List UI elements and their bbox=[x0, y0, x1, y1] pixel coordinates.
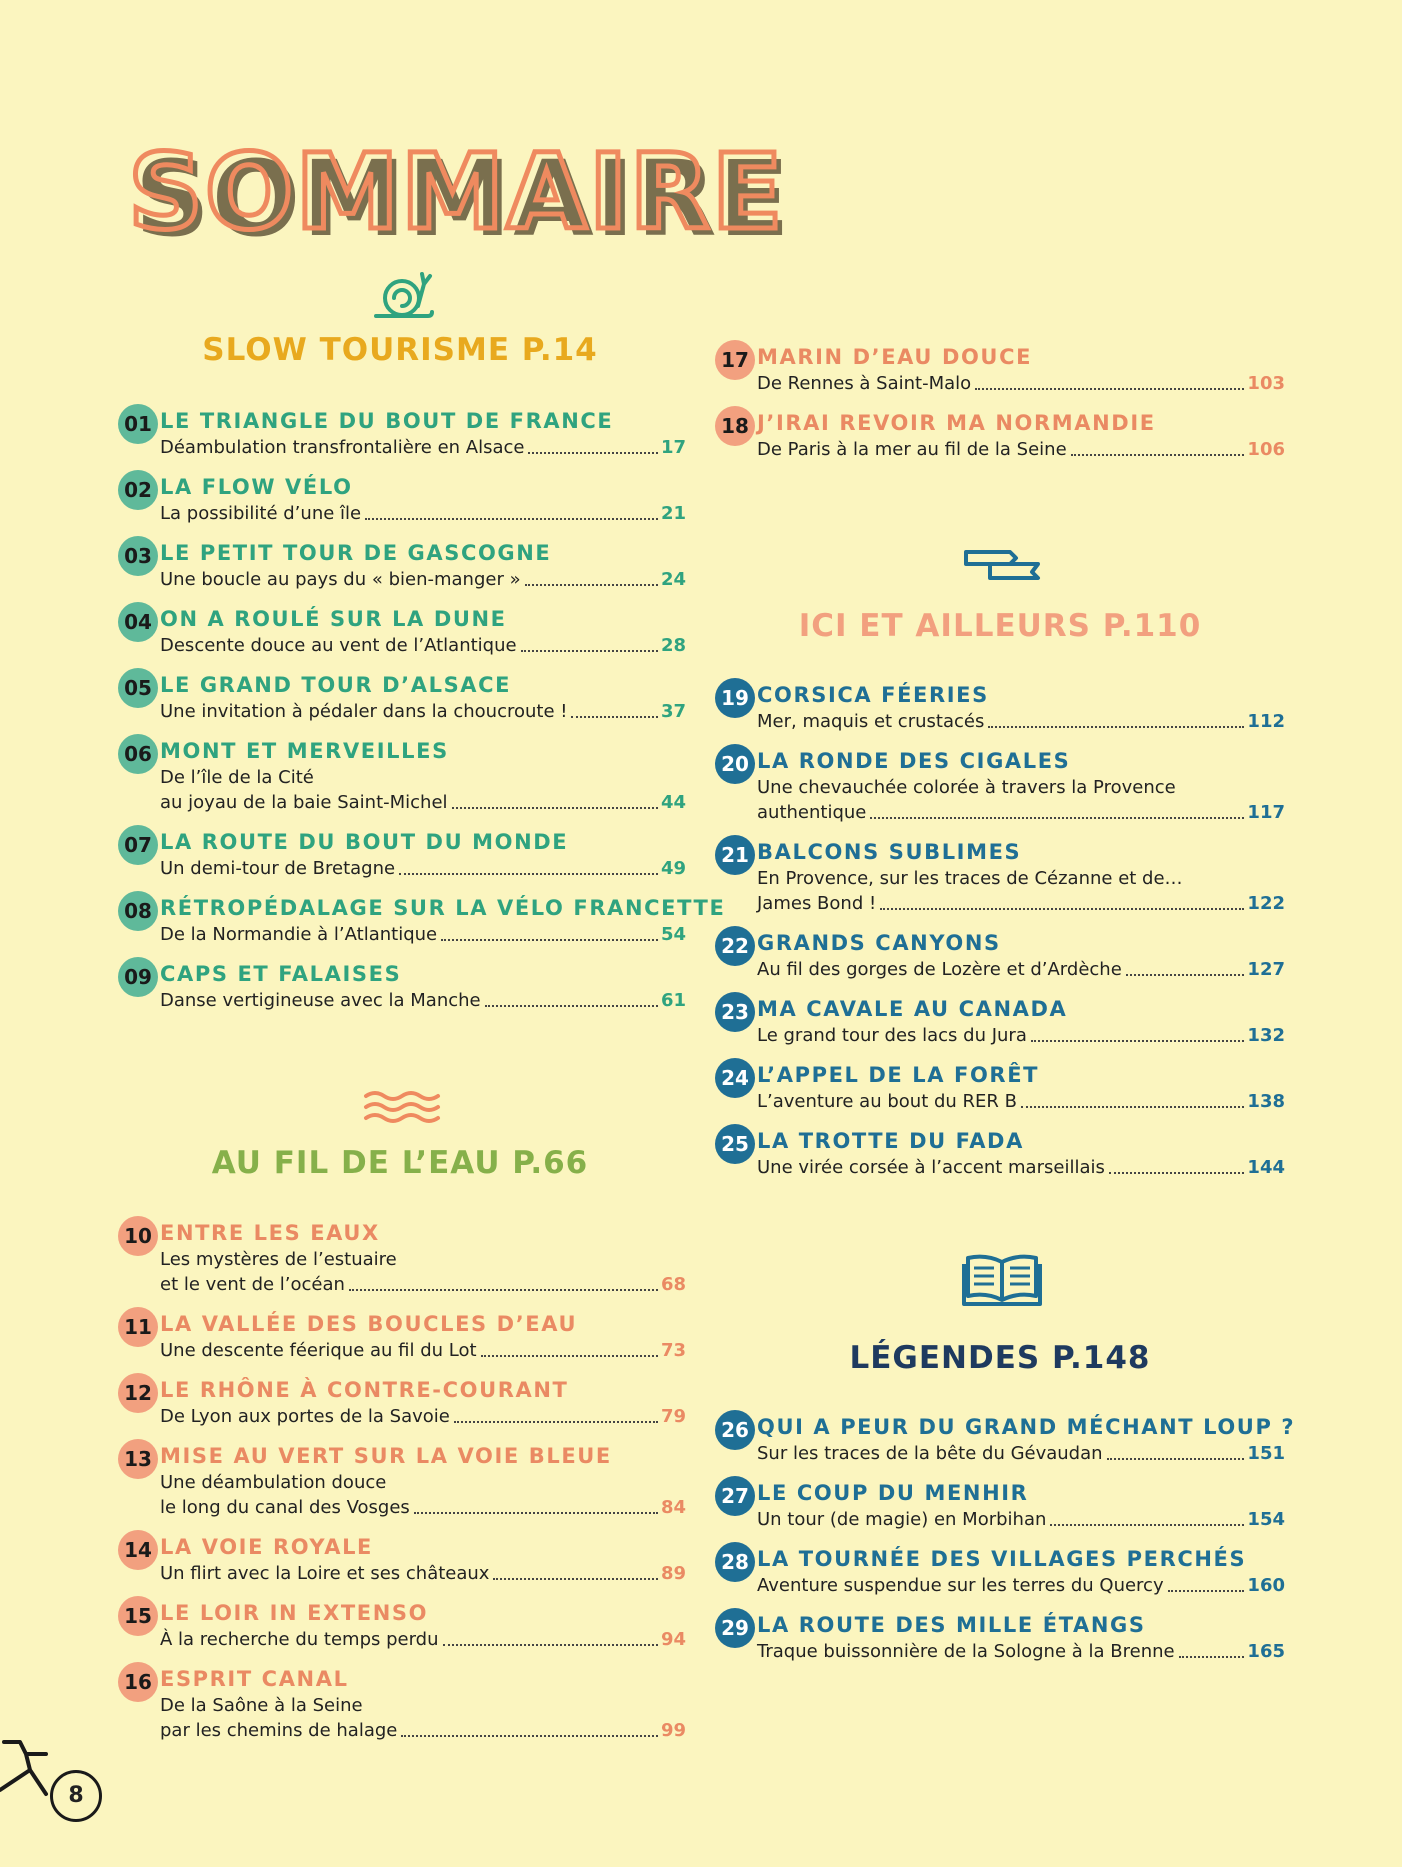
entry-subtitle: Aventure suspendue sur les terres du Quercy bbox=[757, 1575, 1164, 1596]
dot-leader bbox=[988, 726, 1244, 728]
entry-page-number: 37 bbox=[660, 701, 686, 722]
entry-page-number: 17 bbox=[660, 437, 686, 458]
entry-subtitle: Les mystères de l’estuaire bbox=[160, 1249, 397, 1270]
dot-leader bbox=[365, 518, 658, 520]
entry-page-number: 54 bbox=[660, 924, 686, 945]
entry-number-badge: 08 bbox=[118, 891, 158, 931]
open-book-icon bbox=[960, 1252, 1044, 1308]
entry-subtitle: La possibilité d’une île bbox=[160, 503, 362, 524]
entry-subtitle: authentique bbox=[757, 802, 867, 823]
entry-title: LA RONDE DES CIGALES bbox=[757, 749, 1071, 773]
dot-leader bbox=[1021, 1106, 1244, 1108]
entry-title: MONT ET MERVEILLES bbox=[160, 739, 449, 763]
entry-number-badge: 02 bbox=[118, 470, 158, 510]
entry-title: LA TROTTE DU FADA bbox=[757, 1129, 1024, 1153]
entry-page-number: 112 bbox=[1247, 711, 1285, 732]
entry-subtitle: Un flirt avec la Loire et ses châteaux bbox=[160, 1563, 490, 1584]
entry-subtitle: Une descente féerique au fil du Lot bbox=[160, 1340, 477, 1361]
entry-title: LE RHÔNE À CONTRE-COURANT bbox=[160, 1378, 569, 1402]
entry-number-badge: 03 bbox=[118, 536, 158, 576]
entry-number-badge: 09 bbox=[118, 957, 158, 997]
entry-subtitle: Une invitation à pédaler dans la choucroute ! bbox=[160, 701, 568, 722]
entry-subtitle: À la recherche du temps perdu bbox=[160, 1629, 439, 1650]
entry-number-badge: 20 bbox=[715, 744, 755, 784]
entry-page-number: 160 bbox=[1247, 1575, 1285, 1596]
entry-number-badge: 24 bbox=[715, 1058, 755, 1098]
dot-leader bbox=[443, 1644, 658, 1646]
entry-title: CORSICA FÉERIES bbox=[757, 683, 989, 707]
signpost-icon bbox=[960, 548, 1044, 582]
entry-title: LE LOIR IN EXTENSO bbox=[160, 1601, 429, 1625]
entry-title: ENTRE LES EAUX bbox=[160, 1221, 380, 1245]
entry-subtitle: De Rennes à Saint-Malo bbox=[757, 373, 972, 394]
entry-page-number: 21 bbox=[660, 503, 686, 524]
dot-leader bbox=[485, 1005, 658, 1007]
entry-page-number: 154 bbox=[1247, 1509, 1285, 1530]
entry-title: RÉTROPÉDALAGE SUR LA VÉLO FRANCETTE bbox=[160, 896, 726, 920]
entry-page-number: 138 bbox=[1247, 1091, 1285, 1112]
entry-page-number: 89 bbox=[660, 1563, 686, 1584]
dot-leader bbox=[975, 388, 1244, 390]
entry-page-number: 24 bbox=[660, 569, 686, 590]
dot-leader bbox=[399, 873, 658, 875]
entry-page-number: 99 bbox=[660, 1720, 686, 1741]
entry-number-badge: 22 bbox=[715, 926, 755, 966]
entry-subtitle: De la Normandie à l’Atlantique bbox=[160, 924, 438, 945]
entry-subtitle: Une boucle au pays du « bien-manger » bbox=[160, 569, 521, 590]
entry-subtitle: Au fil des gorges de Lozère et d’Ardèche bbox=[757, 959, 1122, 980]
entry-title: LA TOURNÉE DES VILLAGES PERCHÉS bbox=[757, 1547, 1247, 1571]
entry-number-badge: 12 bbox=[118, 1373, 158, 1413]
entry-page-number: 49 bbox=[660, 858, 686, 879]
entry-page-number: 68 bbox=[660, 1274, 686, 1295]
entry-number-badge: 13 bbox=[118, 1439, 158, 1479]
entry-number-badge: 15 bbox=[118, 1596, 158, 1636]
dot-leader bbox=[1031, 1040, 1245, 1042]
dot-leader bbox=[452, 807, 658, 809]
section-title-slow: SLOW TOURISME P.14 bbox=[202, 332, 598, 368]
entry-title: L’APPEL DE LA FORÊT bbox=[757, 1063, 1040, 1087]
entry-subtitle: Un demi-tour de Bretagne bbox=[160, 858, 396, 879]
entry-page-number: 165 bbox=[1247, 1641, 1285, 1662]
entry-number-badge: 16 bbox=[118, 1662, 158, 1702]
dot-leader bbox=[1126, 974, 1245, 976]
entry-page-number: 73 bbox=[660, 1340, 686, 1361]
entry-title: LE PETIT TOUR DE GASCOGNE bbox=[160, 541, 552, 565]
entry-subtitle: En Provence, sur les traces de Cézanne et de… bbox=[757, 868, 1183, 889]
entry-number-badge: 21 bbox=[715, 835, 755, 875]
dot-leader bbox=[441, 939, 658, 941]
entry-page-number: 44 bbox=[660, 792, 686, 813]
entry-title: BALCONS SUBLIMES bbox=[757, 840, 1022, 864]
entry-page-number: 79 bbox=[660, 1406, 686, 1427]
entry-title: MARIN D’EAU DOUCE bbox=[757, 345, 1033, 369]
entry-subtitle: De Lyon aux portes de la Savoie bbox=[160, 1406, 450, 1427]
entry-number-badge: 23 bbox=[715, 992, 755, 1032]
entry-page-number: 127 bbox=[1247, 959, 1285, 980]
dot-leader bbox=[870, 817, 1244, 819]
entry-page-number: 117 bbox=[1247, 802, 1285, 823]
dot-leader bbox=[349, 1289, 658, 1291]
entry-page-number: 122 bbox=[1247, 893, 1285, 914]
entry-number-badge: 18 bbox=[715, 406, 755, 446]
entry-subtitle: Danse vertigineuse avec la Manche bbox=[160, 990, 481, 1011]
snail-icon bbox=[372, 266, 436, 324]
entry-title: J’IRAI REVOIR MA NORMANDIE bbox=[757, 411, 1156, 435]
entry-number-badge: 17 bbox=[715, 340, 755, 380]
entry-number-badge: 19 bbox=[715, 678, 755, 718]
entry-number-badge: 05 bbox=[118, 668, 158, 708]
entry-title: LA ROUTE DU BOUT DU MONDE bbox=[160, 830, 569, 854]
entry-title: MA CAVALE AU CANADA bbox=[757, 997, 1068, 1021]
dot-leader bbox=[1107, 1458, 1245, 1460]
dot-leader bbox=[525, 584, 658, 586]
entry-page-number: 103 bbox=[1247, 373, 1285, 394]
dot-leader bbox=[493, 1578, 657, 1580]
entry-subtitle: Le grand tour des lacs du Jura bbox=[757, 1025, 1027, 1046]
entry-number-badge: 29 bbox=[715, 1608, 755, 1648]
entry-subtitle: Une chevauchée colorée à travers la Provence bbox=[757, 777, 1176, 798]
entry-number-badge: 11 bbox=[118, 1307, 158, 1347]
section-title-legendes: LÉGENDES P.148 bbox=[849, 1340, 1151, 1376]
entry-title: LE COUP DU MENHIR bbox=[757, 1481, 1029, 1505]
entry-subtitle: Une déambulation douce bbox=[160, 1472, 387, 1493]
entry-subtitle: et le vent de l’océan bbox=[160, 1274, 345, 1295]
entry-title: LE TRIANGLE DU BOUT DE FRANCE bbox=[160, 409, 614, 433]
page-number: 8 bbox=[50, 1770, 102, 1822]
dot-leader bbox=[1050, 1524, 1244, 1526]
entry-title: LE GRAND TOUR D’ALSACE bbox=[160, 673, 512, 697]
page-title: SOMMAIRE bbox=[128, 131, 785, 253]
entry-title: LA ROUTE DES MILLE ÉTANGS bbox=[757, 1613, 1146, 1637]
entry-number-badge: 04 bbox=[118, 602, 158, 642]
entry-number-badge: 14 bbox=[118, 1530, 158, 1570]
entry-subtitle: De l’île de la Cité bbox=[160, 767, 314, 788]
dot-leader bbox=[571, 716, 657, 718]
entry-page-number: 61 bbox=[660, 990, 686, 1011]
entry-subtitle: Sur les traces de la bête du Gévaudan bbox=[757, 1443, 1103, 1464]
dot-leader bbox=[1109, 1172, 1245, 1174]
entry-subtitle: Traque buissonnière de la Sologne à la Brenne bbox=[757, 1641, 1175, 1662]
entry-title: LA VALLÉE DES BOUCLES D’EAU bbox=[160, 1312, 578, 1336]
dot-leader bbox=[401, 1735, 658, 1737]
entry-page-number: 94 bbox=[660, 1629, 686, 1650]
entry-title: ESPRIT CANAL bbox=[160, 1667, 349, 1691]
entry-number-badge: 28 bbox=[715, 1542, 755, 1582]
entry-number-badge: 27 bbox=[715, 1476, 755, 1516]
entry-number-badge: 10 bbox=[118, 1216, 158, 1256]
dot-leader bbox=[1168, 1590, 1245, 1592]
entry-title: ON A ROULÉ SUR LA DUNE bbox=[160, 607, 507, 631]
dot-leader bbox=[1071, 454, 1245, 456]
entry-title: GRANDS CANYONS bbox=[757, 931, 1001, 955]
entry-number-badge: 01 bbox=[118, 404, 158, 444]
entry-title: MISE AU VERT SUR LA VOIE BLEUE bbox=[160, 1444, 612, 1468]
entry-subtitle: au joyau de la baie Saint-Michel bbox=[160, 792, 448, 813]
entry-page-number: 84 bbox=[660, 1497, 686, 1518]
entry-page-number: 132 bbox=[1247, 1025, 1285, 1046]
entry-number-badge: 06 bbox=[118, 734, 158, 774]
entry-number-badge: 25 bbox=[715, 1124, 755, 1164]
entry-title: LA VOIE ROYALE bbox=[160, 1535, 373, 1559]
dot-leader bbox=[880, 908, 1244, 910]
entry-subtitle: Descente douce au vent de l’Atlantique bbox=[160, 635, 517, 656]
entry-subtitle: Déambulation transfrontalière en Alsace bbox=[160, 437, 525, 458]
entry-page-number: 106 bbox=[1247, 439, 1285, 460]
entry-title: QUI A PEUR DU GRAND MÉCHANT LOUP ? bbox=[757, 1415, 1296, 1439]
entry-page-number: 144 bbox=[1247, 1157, 1285, 1178]
section-title-ailleurs: ICI ET AILLEURS P.110 bbox=[798, 608, 1202, 644]
entry-subtitle: le long du canal des Vosges bbox=[160, 1497, 410, 1518]
entry-title: CAPS ET FALAISES bbox=[160, 962, 402, 986]
dot-leader bbox=[481, 1355, 658, 1357]
dot-leader bbox=[414, 1512, 658, 1514]
entry-page-number: 151 bbox=[1247, 1443, 1285, 1464]
dot-leader bbox=[521, 650, 658, 652]
entry-subtitle: James Bond ! bbox=[757, 893, 877, 914]
entry-subtitle: De la Saône à la Seine bbox=[160, 1695, 363, 1716]
entry-subtitle: Un tour (de magie) en Morbihan bbox=[757, 1509, 1047, 1530]
waves-icon bbox=[362, 1090, 442, 1124]
section-title-eau: AU FIL DE L’EAU P.66 bbox=[211, 1145, 589, 1181]
entry-subtitle: De Paris à la mer au fil de la Seine bbox=[757, 439, 1067, 460]
entry-subtitle: par les chemins de halage bbox=[160, 1720, 398, 1741]
entry-page-number: 28 bbox=[660, 635, 686, 656]
entry-subtitle: Une virée corsée à l’accent marseillais bbox=[757, 1157, 1105, 1178]
entry-number-badge: 26 bbox=[715, 1410, 755, 1450]
entry-title: LA FLOW VÉLO bbox=[160, 475, 353, 499]
entry-subtitle: Mer, maquis et crustacés bbox=[757, 711, 985, 732]
entry-subtitle: L’aventure au bout du RER B bbox=[757, 1091, 1017, 1112]
dot-leader bbox=[528, 452, 657, 454]
dot-leader bbox=[454, 1421, 658, 1423]
entry-number-badge: 07 bbox=[118, 825, 158, 865]
dot-leader bbox=[1179, 1656, 1245, 1658]
